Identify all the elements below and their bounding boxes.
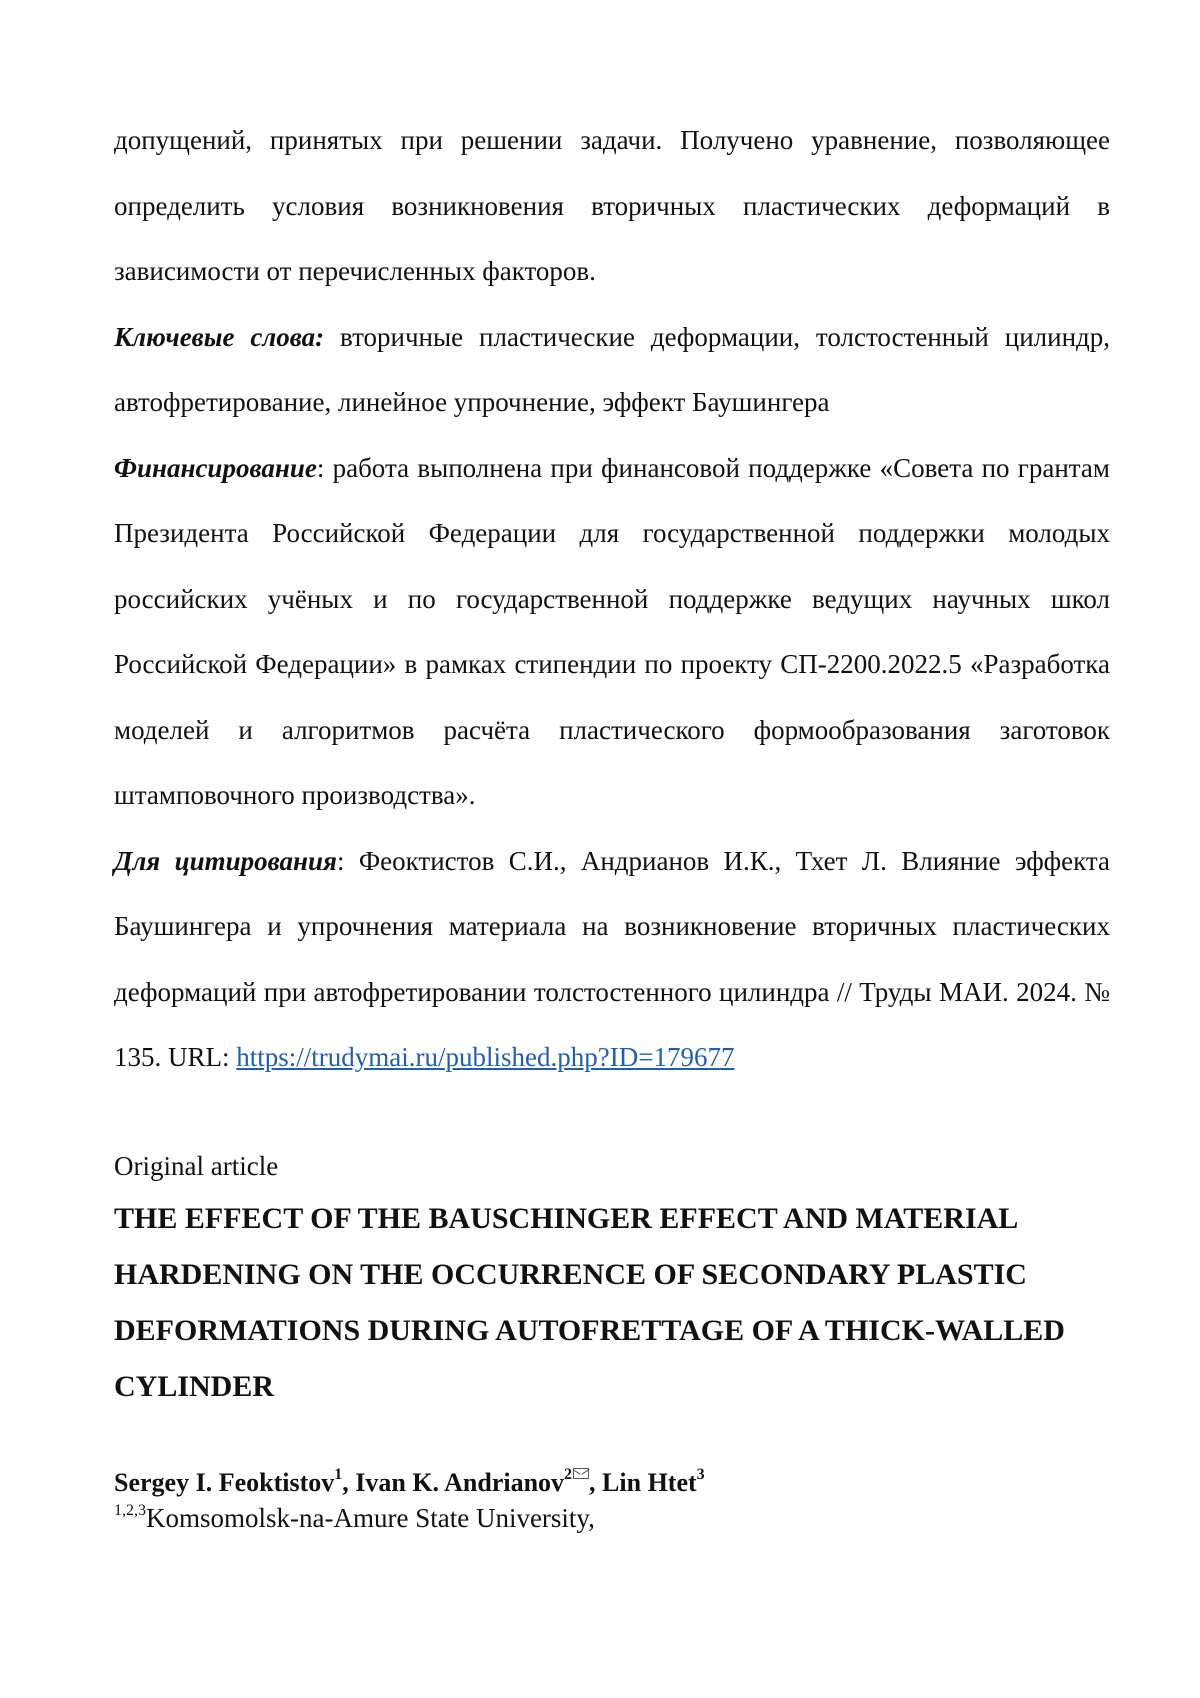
- funding-paragraph: [114, 436, 1110, 829]
- envelope-icon: [573, 1468, 589, 1479]
- affiliation-sup: 1,2,3: [114, 1501, 146, 1519]
- keywords-text: вторичные пластические деформации, толстостенный цилиндр, автофретирование, линейное упрочнение, эффект Баушингера: [114, 321, 1111, 417]
- funding-text: : работа выполнена при финансовой поддержке «Совета по грантам Президента Российской Федерации для государственной поддержки молодых российских учёных и по государственной поддержке ведущих научных школ Российской Федерации» в рамках стипендии по проекту СП-2200.2022.5 «Разработка моделей и алгоритмов расчёта пластического формообразования заготовок штамповочного производства».: [114, 452, 1110, 810]
- author-sup: 3: [696, 1465, 705, 1483]
- author-name: Ivan K. Andrianov: [355, 1467, 565, 1497]
- citation-url-link[interactable]: https://trudymai.ru/published.php?ID=179677: [236, 1042, 735, 1072]
- affiliation-text: Komsomolsk-na-Amure State University,: [146, 1502, 595, 1533]
- citation-text: : Феоктистов С.И., Андрианов И.К., Тхет Л. Влияние эффекта Баушингера и упрочнения материала на возникновение вторичных пластических деформаций при автофретировании толстостенного цилиндра // Труды МАИ. 2024. № 135. URL:: [114, 845, 1110, 1072]
- author-sup: 2: [564, 1465, 573, 1483]
- citation-paragraph: [114, 829, 1110, 1091]
- author-separator: ,: [589, 1467, 603, 1497]
- abstract-tail: допущений, принятых при решении задачи. Получено уравнение, позволяющее определить условия возникновения вторичных пластических деформаций в зависимости от перечисленных факторов.: [114, 125, 1110, 286]
- article-title: THE EFFECT OF THE BAUSCHINGER EFFECT AND MATERIAL HARDENING ON THE OCCURRENCE OF SECONDARY PLASTIC DEFORMATIONS DURING AUTOFRETTAGE OF A THICK-WALLED CYLINDER: [114, 1201, 1065, 1403]
- affiliation: [114, 1501, 1110, 1535]
- spacer: [114, 1415, 1110, 1465]
- keywords-label: Ключевые слова:: [114, 321, 325, 352]
- author-name: Sergey I. Feoktistov: [114, 1467, 335, 1497]
- author-separator: ,: [342, 1467, 356, 1497]
- author-name: Lin Htet: [602, 1467, 697, 1497]
- author-sup: 1: [334, 1465, 343, 1483]
- citation-label: Для цитирования: [114, 845, 337, 876]
- author-list: [114, 1465, 1110, 1501]
- keywords-paragraph: [114, 305, 1110, 436]
- article-type: Original article: [114, 1150, 279, 1181]
- funding-label: Финансирование: [114, 452, 317, 483]
- spacer: [114, 1091, 1110, 1141]
